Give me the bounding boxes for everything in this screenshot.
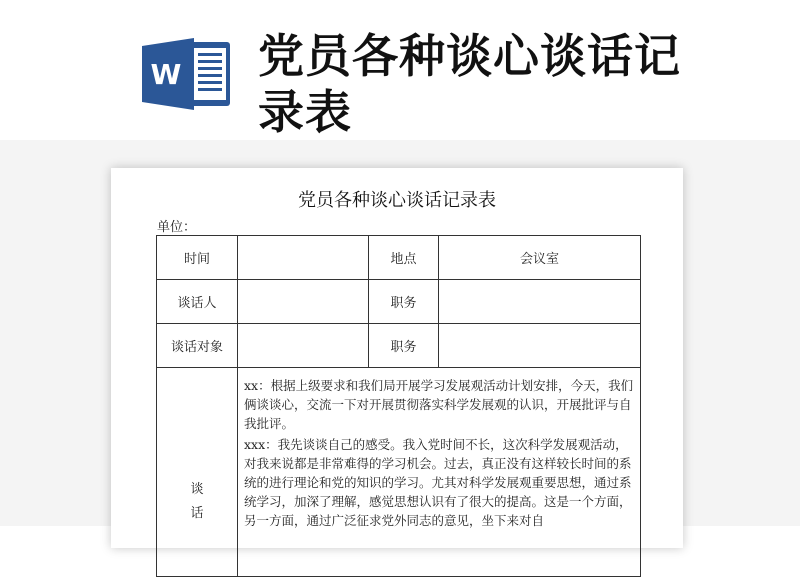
form-title: 党员各种谈心谈话记录表 bbox=[298, 190, 496, 211]
speaker-label: 谈话人 bbox=[157, 280, 238, 324]
table-row bbox=[157, 236, 641, 280]
table-row bbox=[157, 324, 641, 368]
speaker-position-value bbox=[439, 280, 641, 324]
content-cell bbox=[238, 368, 641, 577]
speaker-value bbox=[238, 280, 369, 324]
location-label: 地点 bbox=[369, 236, 439, 280]
document-title: 党员各种谈心谈话记录表 bbox=[258, 29, 681, 139]
time-label: 时间 bbox=[157, 236, 238, 280]
svg-text:W: W bbox=[150, 58, 182, 91]
location-value: 会议室 bbox=[439, 236, 641, 280]
subject-value bbox=[238, 324, 369, 368]
document-page bbox=[111, 168, 683, 548]
table-row bbox=[157, 280, 641, 324]
content-label-cell bbox=[157, 368, 238, 577]
content-label: 谈话 bbox=[190, 482, 204, 521]
content-paragraph: xxx：我先谈谈自己的感受。我入党时间不长，这次科学发展观活动，对我来说都是非常难得的学习机会。过去，真正没有这样较长时间的系统的进行理论和党的知识的学习。尤其对科学发展观重要思想，通过系统学习，加深了理解，感觉思想认识有了很大的提高。这是一个方面，另一方面，通过广泛征求党外同志的意见，坐下来对自 bbox=[244, 437, 632, 528]
subject-position-value bbox=[439, 324, 641, 368]
subject-position-label: 职务 bbox=[369, 324, 439, 368]
content-paragraph: xx：根据上级要求和我们局开展学习发展观活动计划安排，今天，我们俩谈谈心，交流一下对开展贯彻落实科学发展观的认识，开展批评与自我批评。 bbox=[244, 378, 634, 431]
unit-label: 单位： bbox=[157, 220, 197, 235]
table-row bbox=[157, 368, 641, 577]
speaker-position-label: 职务 bbox=[369, 280, 439, 324]
banner bbox=[0, 0, 800, 140]
word-icon bbox=[140, 36, 232, 112]
subject-label: 谈话对象 bbox=[157, 324, 238, 368]
time-value bbox=[238, 236, 369, 280]
